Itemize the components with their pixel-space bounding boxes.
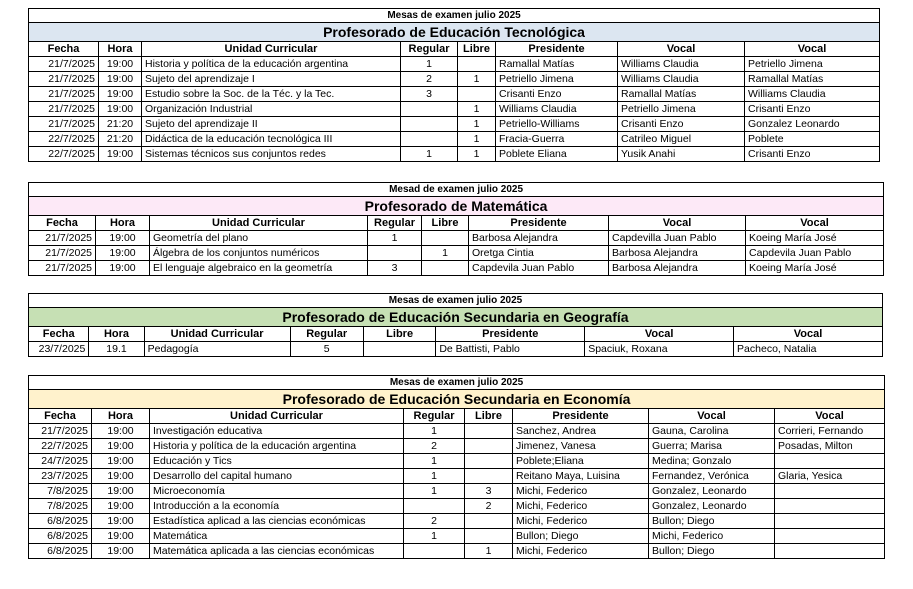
table-row [29, 147, 880, 162]
table-cell: Poblete;Eliana [513, 454, 649, 469]
table-cell: 6/8/2025 [29, 514, 92, 529]
table-cell [775, 499, 885, 514]
column-header: Presidente [469, 216, 609, 231]
table-cell: 2 [465, 499, 513, 514]
table-cell [401, 102, 458, 117]
table-cell: Reitano Maya, Luisina [513, 469, 649, 484]
table-cell: Jimenez, Vanesa [513, 439, 649, 454]
table-cell: 19:00 [92, 424, 150, 439]
table-cell: 19:00 [96, 231, 150, 246]
table-row [29, 424, 885, 439]
table-cell: Barbosa Alejandra [609, 246, 746, 261]
table-cell: 19:00 [99, 72, 142, 87]
table-cell: Educación y Tics [150, 454, 404, 469]
table-cell: 21:20 [99, 117, 142, 132]
exam-table [28, 182, 884, 276]
table-cell: Posadas, Milton [775, 439, 885, 454]
table-cell: 21/7/2025 [29, 72, 99, 87]
table-row [29, 544, 885, 559]
table-cell: Glaria, Yesica [775, 469, 885, 484]
table-cell: Williams Claudia [618, 57, 745, 72]
table-cell: Historia y política de la educación argentina [150, 439, 404, 454]
table-cell: Historia y política de la educación argentina [142, 57, 401, 72]
exam-table-economia [28, 375, 884, 559]
table-cell: 1 [422, 246, 469, 261]
table-caption: Mesas de examen julio 2025 [29, 376, 885, 390]
table-cell: Michi, Federico [513, 544, 649, 559]
table-cell: Sistemas técnicos sus conjuntos redes [142, 147, 401, 162]
table-cell: Petriello Jimena [496, 72, 618, 87]
table-cell: Oretga Cintia [469, 246, 609, 261]
table-cell: 22/7/2025 [29, 147, 99, 162]
table-row [29, 439, 885, 454]
table-cell: Matemática [150, 529, 404, 544]
column-header: Fecha [29, 42, 99, 57]
table-cell: Koeing María José [746, 231, 884, 246]
table-cell: Catrileo Miguel [618, 132, 745, 147]
column-header: Regular [368, 216, 422, 231]
table-cell: 19:00 [92, 544, 150, 559]
table-cell: 21/7/2025 [29, 87, 99, 102]
table-row [29, 132, 880, 147]
table-cell: Estudio sobre la Soc. de la Téc. y la Tec. [142, 87, 401, 102]
table-cell [401, 117, 458, 132]
table-cell: 21:20 [99, 132, 142, 147]
table-cell: 23/7/2025 [29, 469, 92, 484]
exam-table-tecnologica [28, 8, 879, 162]
table-cell [775, 529, 885, 544]
table-cell: Ramallal Matías [496, 57, 618, 72]
table-cell: 1 [404, 469, 465, 484]
table-cell: Michi, Federico [513, 499, 649, 514]
table-cell: 5 [290, 342, 363, 357]
column-header: Hora [89, 327, 144, 342]
table-cell: 2 [401, 72, 458, 87]
table-cell: 19:00 [99, 102, 142, 117]
table-cell [775, 544, 885, 559]
table-cell: 3 [465, 484, 513, 499]
table-cell: 19:00 [99, 87, 142, 102]
column-header: Fecha [29, 409, 92, 424]
column-header: Regular [404, 409, 465, 424]
table-cell: Petriello-Williams [496, 117, 618, 132]
exam-table [28, 375, 885, 559]
table-cell [458, 57, 496, 72]
table-cell: 21/7/2025 [29, 231, 96, 246]
table-cell [465, 439, 513, 454]
exam-table [28, 8, 880, 162]
table-cell: 1 [458, 117, 496, 132]
table-row [29, 117, 880, 132]
table-row [29, 514, 885, 529]
table-cell [422, 231, 469, 246]
table-cell: 1 [404, 484, 465, 499]
table-cell: 19:00 [92, 514, 150, 529]
table-cell: Yusik Anahi [618, 147, 745, 162]
column-header: Regular [290, 327, 363, 342]
table-cell: Crisanti Enzo [745, 102, 880, 117]
table-cell [404, 499, 465, 514]
table-cell: 3 [368, 261, 422, 276]
table-cell: Bullon; Diego [649, 514, 775, 529]
table-cell: De Battisti, Pablo [436, 342, 585, 357]
table-cell: 21/7/2025 [29, 246, 96, 261]
table-cell: Álgebra de los conjuntos numéricos [150, 246, 368, 261]
table-cell: 2 [404, 439, 465, 454]
column-header: Vocal [585, 327, 734, 342]
table-cell: 19:00 [92, 484, 150, 499]
table-cell [775, 514, 885, 529]
table-cell: 1 [404, 424, 465, 439]
table-cell: Bullon; Diego [649, 544, 775, 559]
table-cell: 22/7/2025 [29, 439, 92, 454]
table-caption: Mesas de examen julio 2025 [29, 294, 883, 308]
table-title: Profesorado de Educación Secundaria en Geografía [29, 308, 883, 327]
table-cell: Petriello Jimena [745, 57, 880, 72]
column-header: Unidad Curricular [150, 216, 368, 231]
column-header: Libre [363, 327, 435, 342]
table-cell: 19:00 [92, 454, 150, 469]
column-header: Unidad Curricular [150, 409, 404, 424]
column-header: Libre [422, 216, 469, 231]
table-cell: 1 [368, 231, 422, 246]
table-cell: Geometría del plano [150, 231, 368, 246]
table-cell: 21/7/2025 [29, 117, 99, 132]
column-header: Fecha [29, 216, 96, 231]
table-cell: 19:00 [92, 439, 150, 454]
table-cell: 19:00 [92, 499, 150, 514]
table-row [29, 261, 884, 276]
table-cell: Matemática aplicada a las ciencias económicas [150, 544, 404, 559]
table-cell: Ramallal Matías [618, 87, 745, 102]
table-cell [465, 424, 513, 439]
column-header: Vocal [734, 327, 883, 342]
table-row [29, 57, 880, 72]
table-cell: Pacheco, Natalia [734, 342, 883, 357]
table-title: Profesorado de Educación Tecnológica [29, 23, 880, 42]
table-cell: Williams Claudia [618, 72, 745, 87]
table-cell: 19:00 [99, 57, 142, 72]
exam-table [28, 293, 883, 357]
table-cell [465, 514, 513, 529]
table-cell [401, 132, 458, 147]
table-title: Profesorado de Matemática [29, 197, 884, 216]
column-header: Hora [96, 216, 150, 231]
table-cell: Poblete [745, 132, 880, 147]
table-cell: 2 [404, 514, 465, 529]
table-cell: Williams Claudia [745, 87, 880, 102]
table-cell: 19:00 [99, 147, 142, 162]
table-cell: 19:00 [92, 529, 150, 544]
table-cell [465, 529, 513, 544]
table-cell [465, 454, 513, 469]
table-cell: 1 [458, 102, 496, 117]
table-cell: Capdevilla Juan Pablo [609, 231, 746, 246]
table-cell: Sanchez, Andrea [513, 424, 649, 439]
table-row [29, 469, 885, 484]
column-header: Libre [458, 42, 496, 57]
table-cell: Crisanti Enzo [496, 87, 618, 102]
table-cell: 1 [404, 529, 465, 544]
table-cell: Sujeto del aprendizaje I [142, 72, 401, 87]
table-cell: 6/8/2025 [29, 544, 92, 559]
table-cell: 1 [458, 72, 496, 87]
table-cell: 19:00 [96, 261, 150, 276]
table-cell [404, 544, 465, 559]
table-cell: Medina; Gonzalo [649, 454, 775, 469]
table-cell: Spaciuk, Roxana [585, 342, 734, 357]
table-cell: Fernandez, Verónica [649, 469, 775, 484]
table-cell: Koeing María José [746, 261, 884, 276]
table-cell: Barbosa Alejandra [609, 261, 746, 276]
table-cell: Pedagogía [144, 342, 290, 357]
table-cell: 24/7/2025 [29, 454, 92, 469]
table-cell [775, 484, 885, 499]
table-row [29, 454, 885, 469]
table-cell [422, 261, 469, 276]
column-header: Fecha [29, 327, 89, 342]
table-title: Profesorado de Educación Secundaria en Economía [29, 390, 885, 409]
table-cell: Investigación educativa [150, 424, 404, 439]
table-row [29, 231, 884, 246]
column-header: Presidente [496, 42, 618, 57]
table-cell: Organización Industrial [142, 102, 401, 117]
table-row [29, 484, 885, 499]
table-row [29, 499, 885, 514]
column-header: Vocal [609, 216, 746, 231]
table-cell: 19:00 [92, 469, 150, 484]
table-cell: Introducción a la economía [150, 499, 404, 514]
table-cell: Petriello Jimena [618, 102, 745, 117]
table-cell: Barbosa Alejandra [469, 231, 609, 246]
table-cell: Gonzalez, Leonardo [649, 484, 775, 499]
table-cell: Guerra; Marisa [649, 439, 775, 454]
table-caption: Mesad de examen julio 2025 [29, 183, 884, 197]
table-cell: Microeconomía [150, 484, 404, 499]
column-header: Presidente [436, 327, 585, 342]
table-cell: Michi, Federico [513, 514, 649, 529]
table-cell [465, 469, 513, 484]
table-row [29, 246, 884, 261]
table-cell: 6/8/2025 [29, 529, 92, 544]
table-cell: El lenguaje algebraico en la geometría [150, 261, 368, 276]
table-cell: 19:00 [96, 246, 150, 261]
column-header: Vocal [745, 42, 880, 57]
table-cell: Fracia-Guerra [496, 132, 618, 147]
table-cell: Didáctica de la educación tecnológica III [142, 132, 401, 147]
column-header: Vocal [618, 42, 745, 57]
table-cell: Capdevila Juan Pablo [746, 246, 884, 261]
table-cell: Michi, Federico [513, 484, 649, 499]
table-row [29, 342, 883, 357]
exam-table-geografia [28, 293, 883, 357]
table-cell: Williams Claudia [496, 102, 618, 117]
table-cell: 21/7/2025 [29, 102, 99, 117]
table-cell: Gauna, Carolina [649, 424, 775, 439]
table-cell: 1 [458, 132, 496, 147]
table-cell: 23/7/2025 [29, 342, 89, 357]
column-header: Presidente [513, 409, 649, 424]
table-cell: Capdevila Juan Pablo [469, 261, 609, 276]
table-row [29, 87, 880, 102]
table-cell: 1 [404, 454, 465, 469]
table-cell: 1 [458, 147, 496, 162]
table-cell: 21/7/2025 [29, 424, 92, 439]
table-cell: Sujeto del aprendizaje II [142, 117, 401, 132]
column-header: Vocal [746, 216, 884, 231]
table-cell: 7/8/2025 [29, 484, 92, 499]
table-cell: Estadística aplicad a las ciencias económicas [150, 514, 404, 529]
table-cell: Bullon; Diego [513, 529, 649, 544]
table-caption: Mesas de examen julio 2025 [29, 9, 880, 23]
table-cell: Corrieri, Fernando [775, 424, 885, 439]
table-cell: Crisanti Enzo [618, 117, 745, 132]
table-cell: 7/8/2025 [29, 499, 92, 514]
column-header: Vocal [775, 409, 885, 424]
table-cell: 3 [401, 87, 458, 102]
column-header: Libre [465, 409, 513, 424]
table-cell [458, 87, 496, 102]
table-cell: 19.1 [89, 342, 144, 357]
table-cell: Poblete Eliana [496, 147, 618, 162]
table-row [29, 72, 880, 87]
table-cell: 21/7/2025 [29, 57, 99, 72]
exam-table-matematica [28, 182, 883, 276]
table-cell: Ramallal Matías [745, 72, 880, 87]
table-cell: Gonzalez, Leonardo [649, 499, 775, 514]
table-cell: 1 [401, 57, 458, 72]
table-cell: Michi, Federico [649, 529, 775, 544]
table-cell: 1 [401, 147, 458, 162]
column-header: Regular [401, 42, 458, 57]
column-header: Vocal [649, 409, 775, 424]
table-cell [363, 342, 435, 357]
table-cell: 21/7/2025 [29, 261, 96, 276]
table-cell [368, 246, 422, 261]
table-cell: 1 [465, 544, 513, 559]
column-header: Hora [99, 42, 142, 57]
column-header: Hora [92, 409, 150, 424]
table-cell: Crisanti Enzo [745, 147, 880, 162]
table-row [29, 529, 885, 544]
table-row [29, 102, 880, 117]
table-cell [775, 454, 885, 469]
table-cell: Desarrollo del capital humano [150, 469, 404, 484]
table-cell: 22/7/2025 [29, 132, 99, 147]
column-header: Unidad Curricular [142, 42, 401, 57]
table-cell: Gonzalez Leonardo [745, 117, 880, 132]
column-header: Unidad Curricular [144, 327, 290, 342]
